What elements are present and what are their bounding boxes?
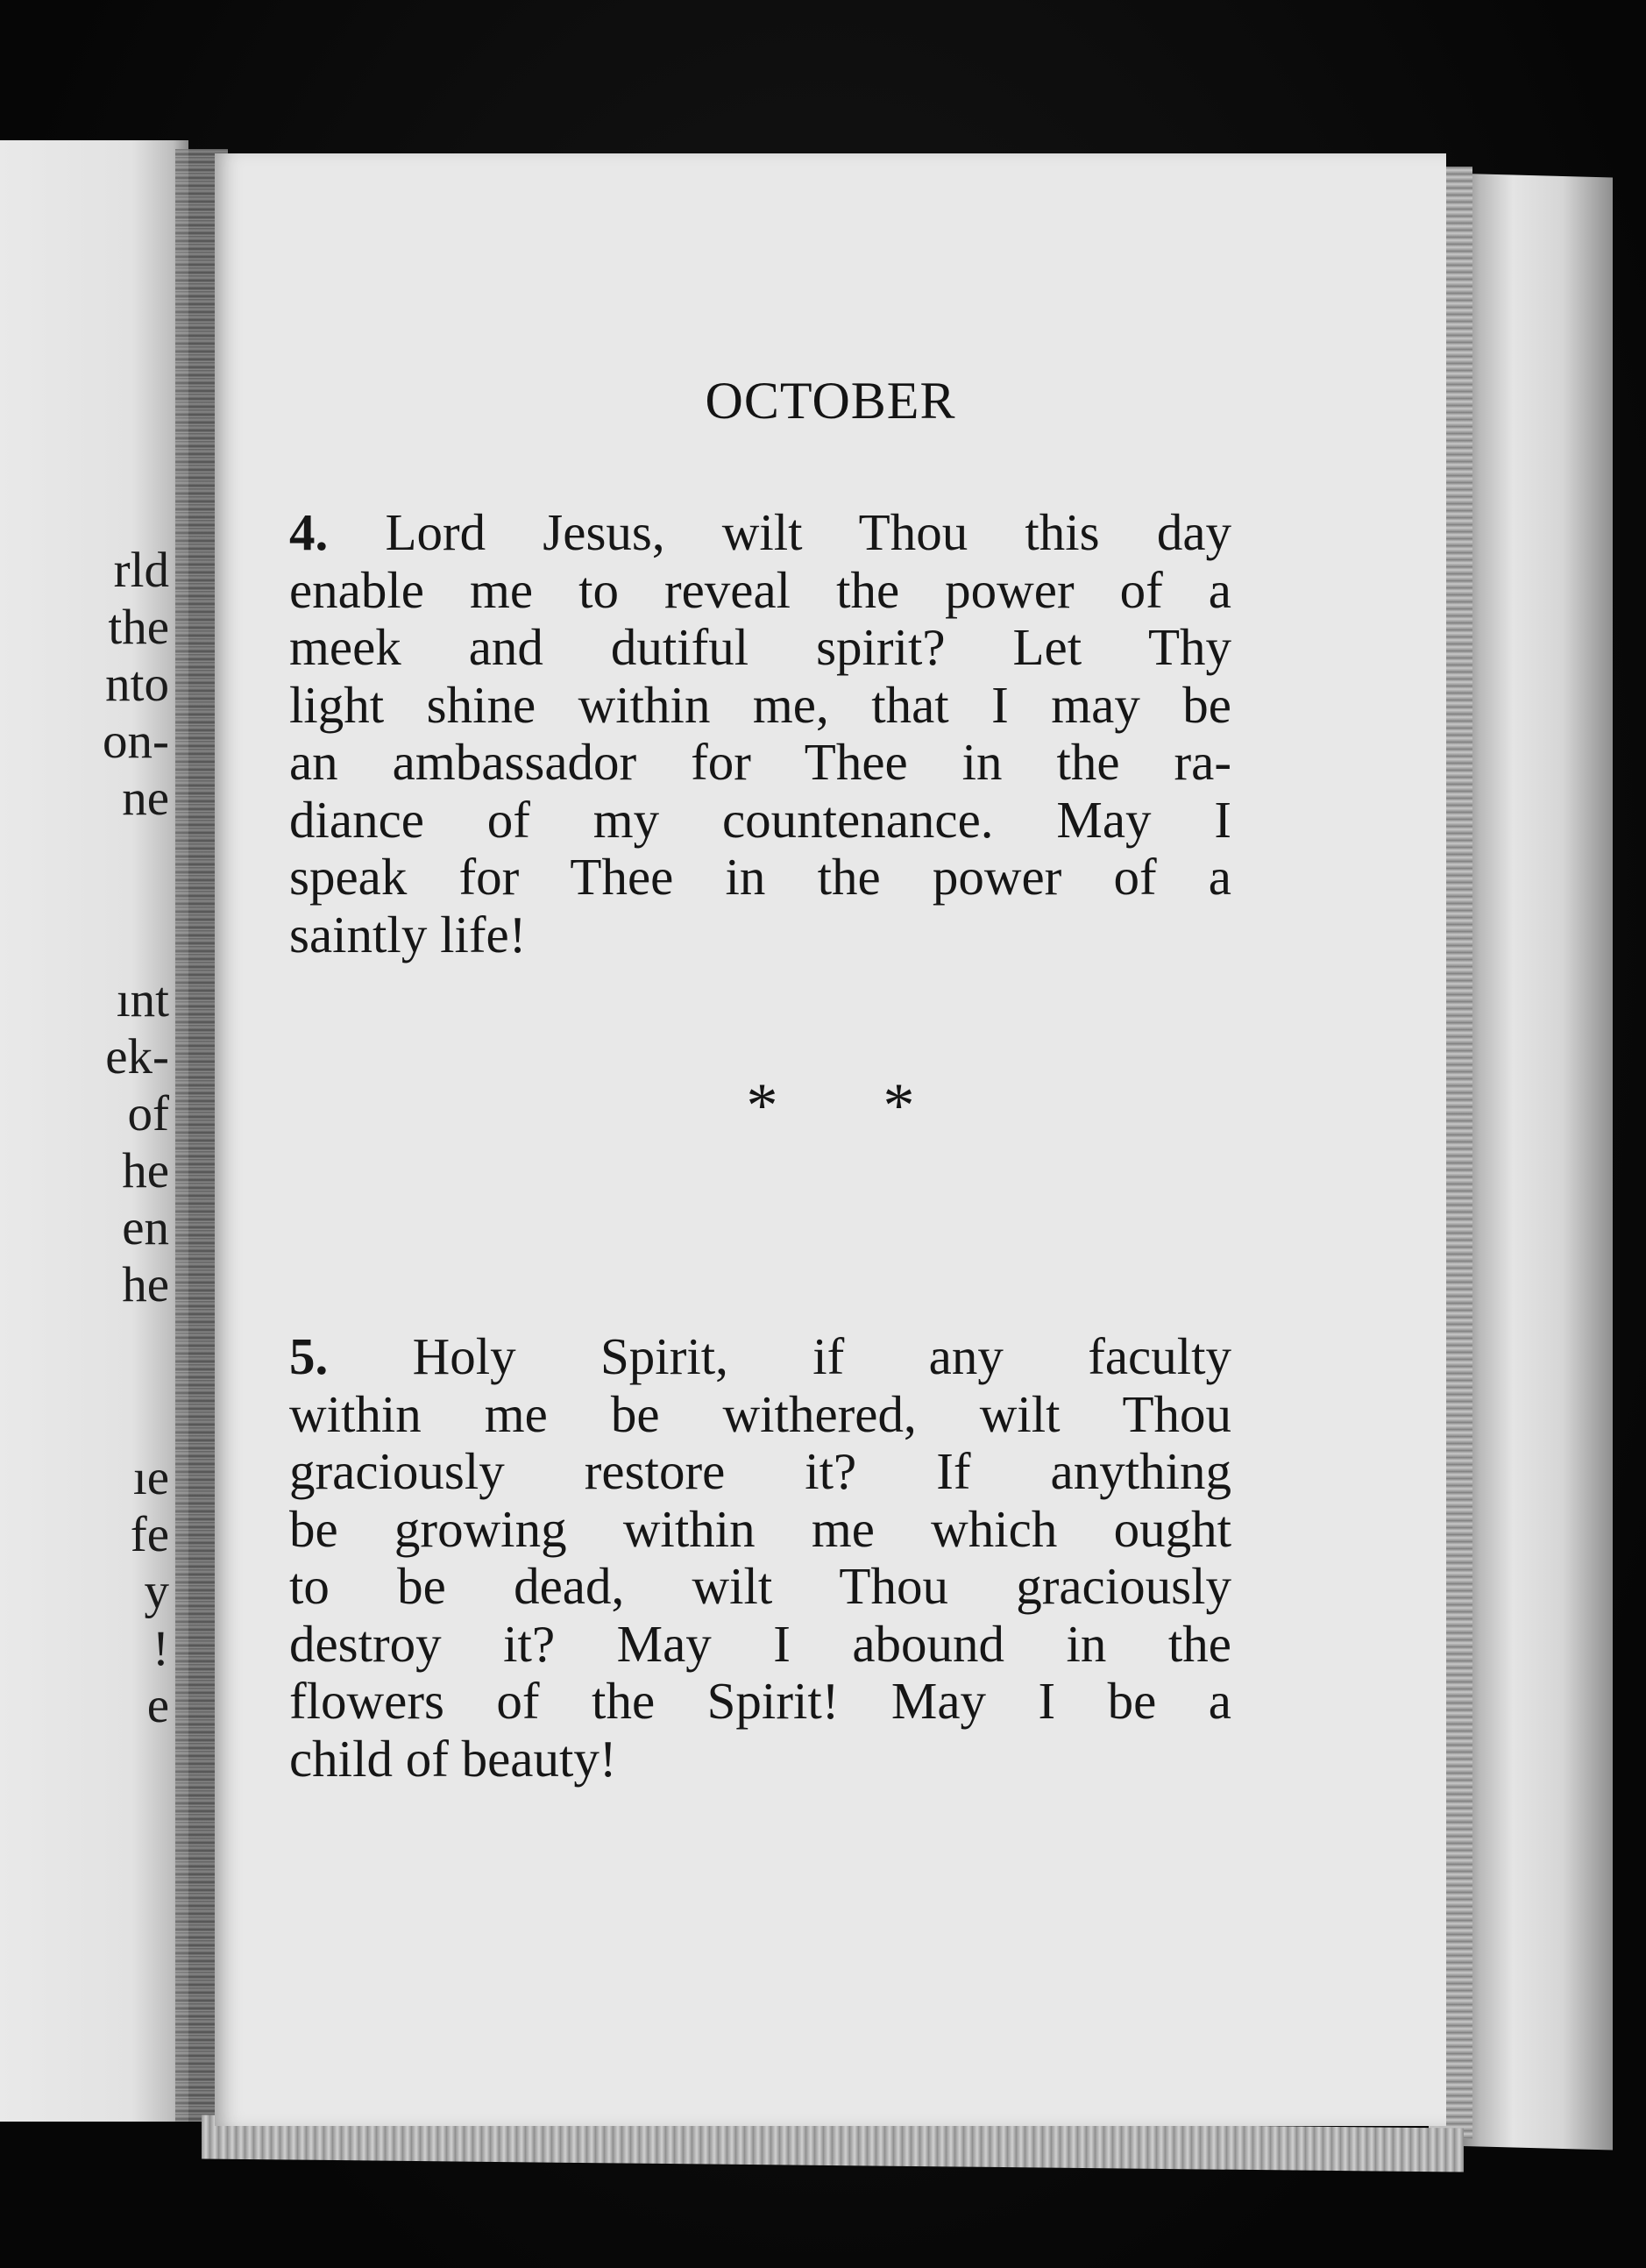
left-page-fragment: rld (113, 543, 169, 598)
left-page-fragment: the (108, 600, 169, 655)
left-page-fragment: ınt (116, 972, 169, 1027)
entry-line: destroy it? May I abound in the (289, 1614, 1231, 1673)
entry-line: light shine within me, that I may be (289, 675, 1231, 734)
entry-line: meek and dutiful spirit? Let Thy (289, 618, 1231, 676)
right-page (215, 153, 1446, 2126)
entry-line: graciously restore it? If anything (289, 1442, 1231, 1500)
left-facing-page (0, 140, 188, 2122)
left-page-fragment: he (122, 1143, 169, 1198)
section-separator (215, 1070, 1446, 1141)
left-page-fragment: nto (105, 657, 169, 712)
left-page-fragment: ne (122, 771, 169, 826)
entry-line: be growing within me which ought (289, 1499, 1231, 1558)
left-page-fragment: en (122, 1200, 169, 1255)
entry-line: diance of my countenance. May I (289, 790, 1231, 849)
entry-line: flowers of the Spirit! May I be a (289, 1672, 1231, 1730)
entry-number: 4. (289, 503, 329, 561)
entry-line: enable me to reveal the power of a (289, 560, 1231, 619)
left-page-fragment: ıe (132, 1450, 169, 1505)
entry-line: saintly life! (289, 905, 527, 963)
entry-line: 4. Lord Jesus, wilt Thou this day (289, 503, 1232, 561)
entry-line: an ambassador for Thee in the ra- (289, 733, 1231, 791)
asterisk: * (883, 1070, 915, 1141)
left-page-fragment: fe (130, 1507, 169, 1562)
left-page-fragment: ! (153, 1621, 169, 1676)
entry-line: to be dead, wilt Thou graciously (289, 1557, 1231, 1615)
entry-line: within me be withered, wilt Thou (289, 1384, 1231, 1443)
entry-line: 5. Holy Spirit, if any faculty (289, 1327, 1232, 1385)
prayer-entry-4 (289, 504, 1231, 963)
entry-number: 5. (289, 1327, 329, 1385)
left-page-fragment: of (127, 1086, 169, 1141)
entry-line: child of beauty! (289, 1729, 617, 1788)
page-heading: OCTOBER (705, 372, 956, 430)
left-page-fragment: e (146, 1678, 169, 1733)
prayer-entry-5 (289, 1328, 1231, 1788)
asterisk: * (746, 1070, 778, 1141)
left-page-fragment: on- (103, 714, 169, 769)
left-page-fragment: ek- (105, 1029, 169, 1084)
left-page-fragment: y (144, 1564, 169, 1619)
left-page-fragment: he (122, 1257, 169, 1312)
entry-line: speak for Thee in the power of a (289, 848, 1231, 906)
